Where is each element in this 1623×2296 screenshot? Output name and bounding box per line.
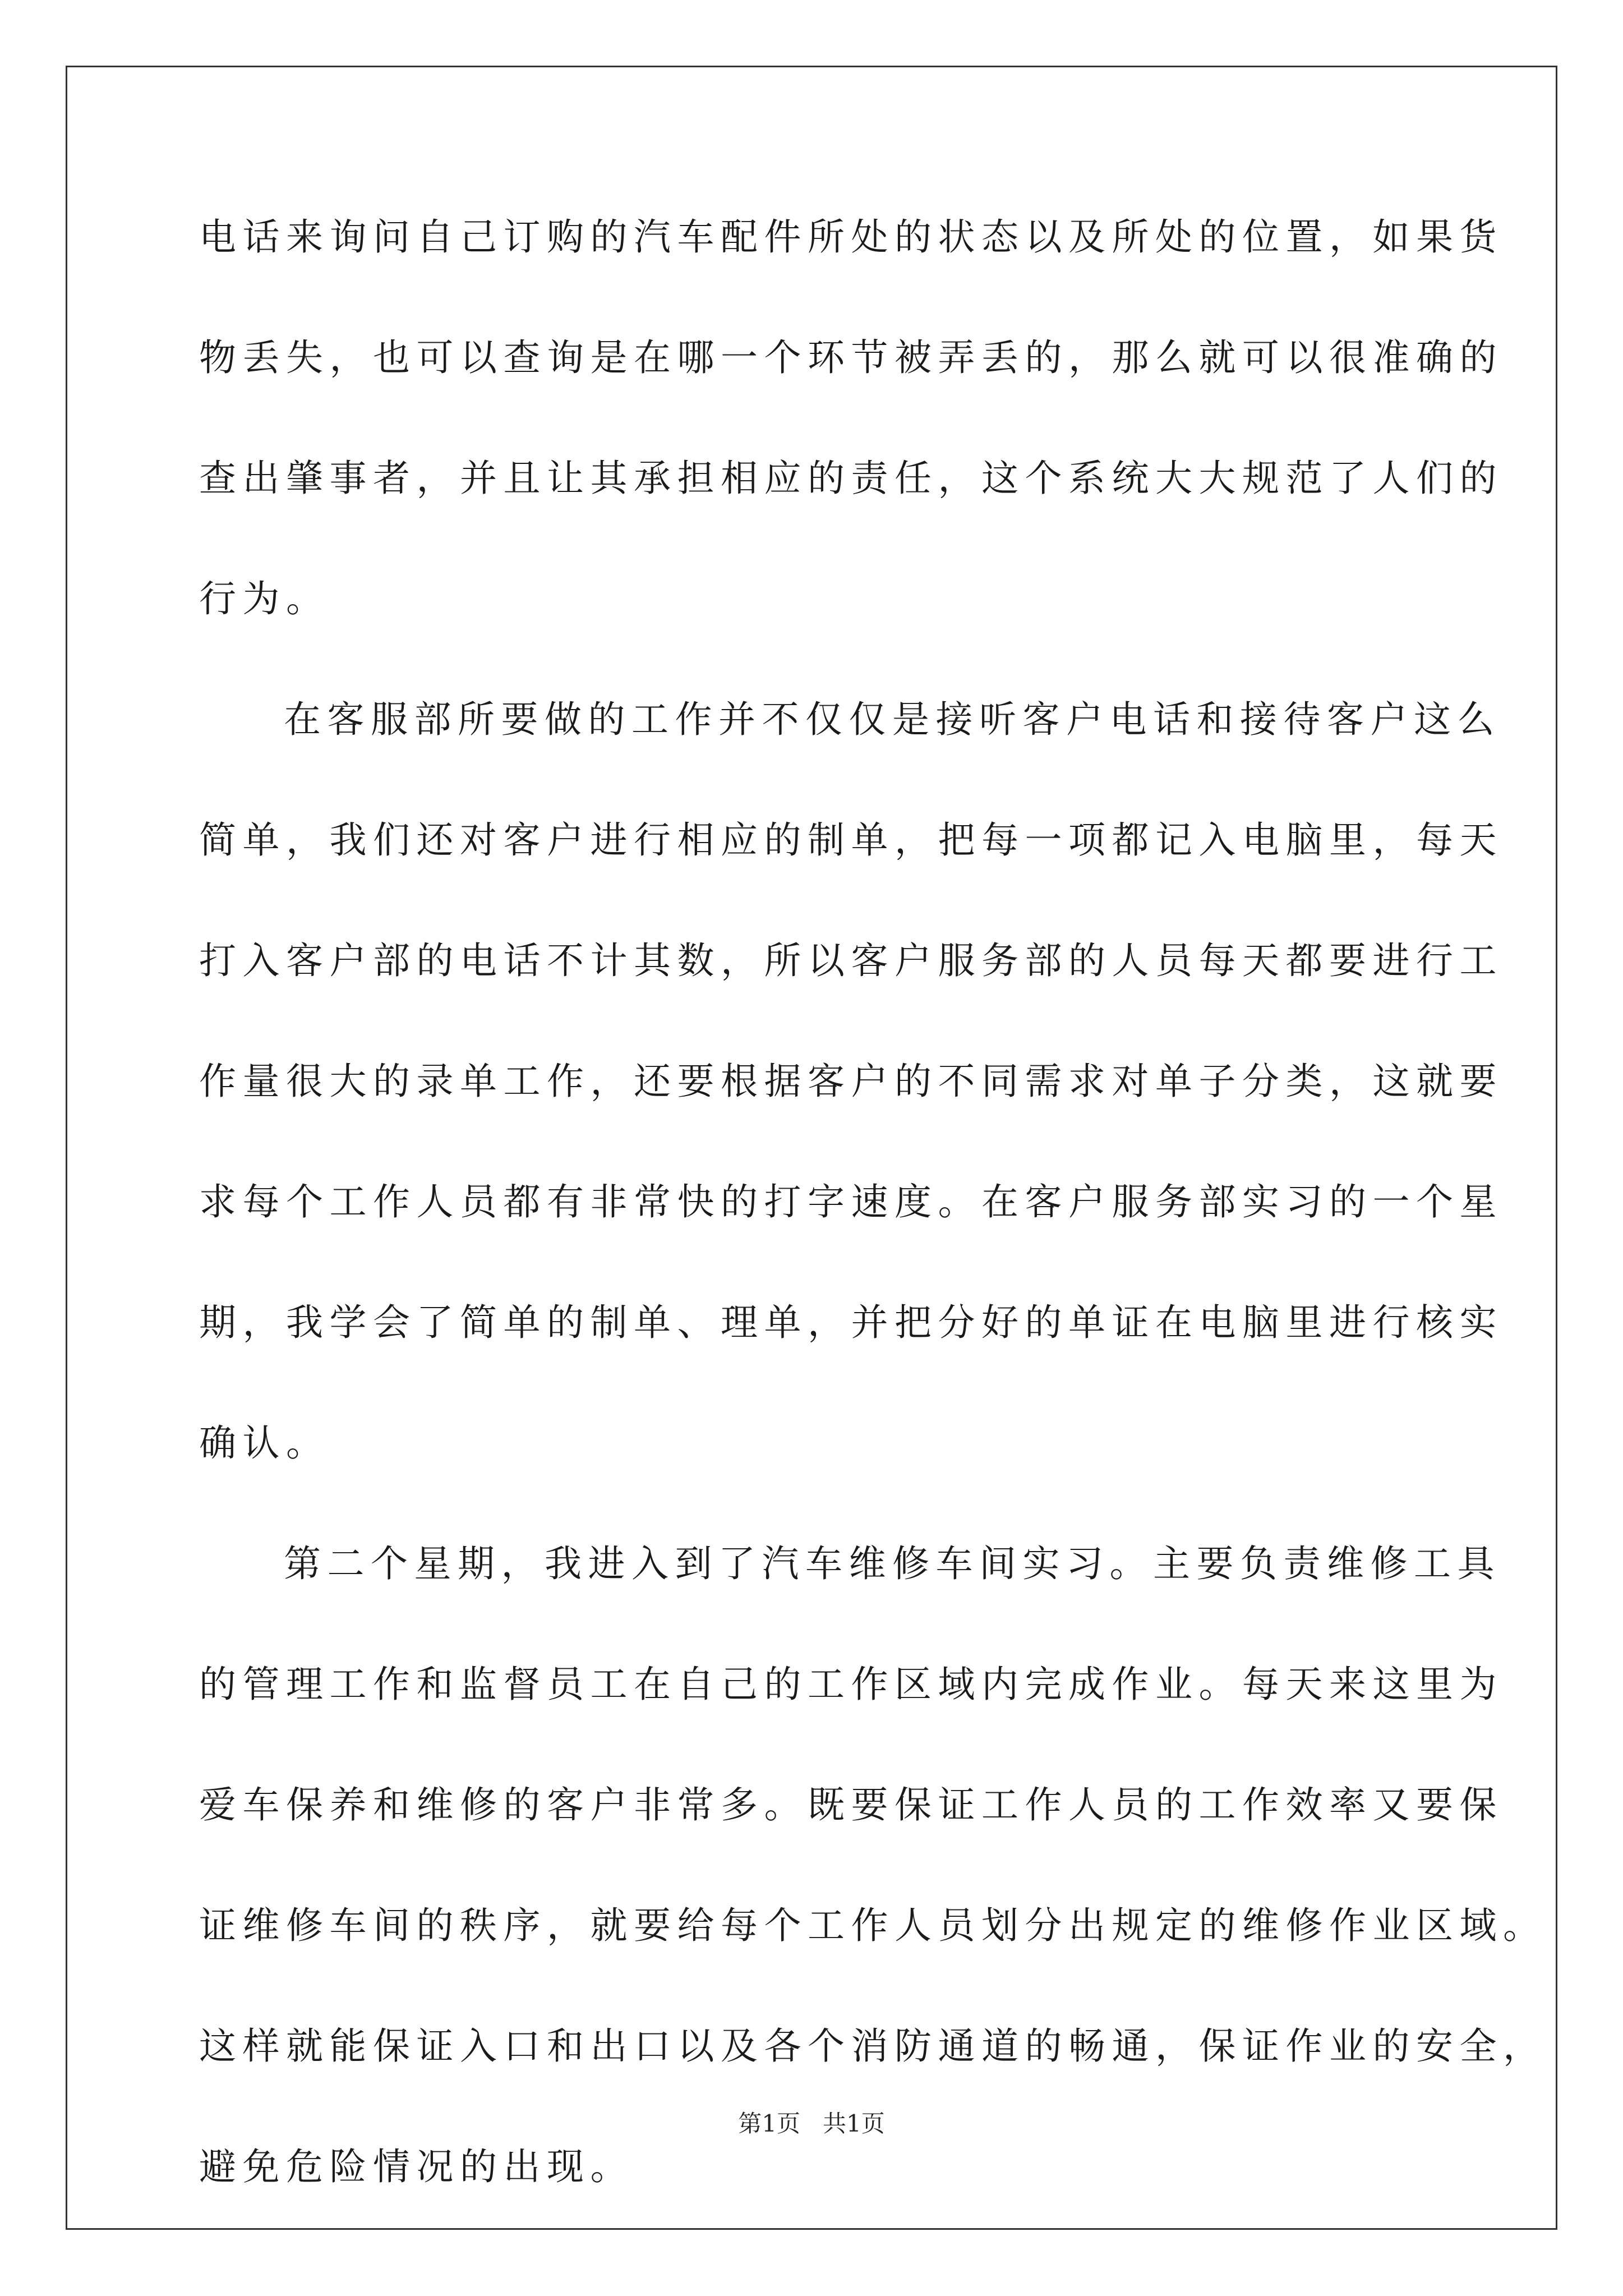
text-line: 作量很大的录单工作，还要根据客户的不同需求对单子分类，这就要 — [199, 1060, 1503, 1103]
text-line: 简单，我们还对客户进行相应的制单，把每一项都记入电脑里，每天 — [199, 818, 1503, 862]
text-line: 打入客户部的电话不计其数，所以客户服务部的人员每天都要进行工 — [199, 939, 1503, 982]
text-line: 行为。 — [199, 577, 330, 620]
page-footer: 第1页 共1页 — [738, 2110, 885, 2137]
text-line: 电话来询问自己订购的汽车配件所处的状态以及所处的位置，如果货 — [199, 215, 1503, 259]
text-line: 第二个星期，我进入到了汽车维修车间实习。主要负责维修工具 — [284, 1542, 1501, 1585]
text-line: 避免危险情况的出现。 — [199, 2145, 634, 2188]
document-body — [199, 215, 1547, 2269]
text-line: 期，我学会了简单的制单、理单，并把分好的单证在电脑里进行核实 — [199, 1301, 1503, 1344]
text-line: 物丢失，也可以查询是在哪一个环节被弄丢的，那么就可以很准确的 — [199, 336, 1503, 379]
text-line: 这样就能保证入口和出口以及各个消防通道的畅通，保证作业的安全， — [199, 2024, 1547, 2068]
text-line: 在客服部所要做的工作并不仅仅是接听客户电话和接待客户这么 — [284, 698, 1501, 741]
text-line: 的管理工作和监督员工在自己的工作区域内完成作业。每天来这里为 — [199, 1663, 1503, 1706]
text-line: 证维修车间的秩序，就要给每个工作人员划分出规定的维修作业区域。 — [199, 1904, 1547, 1947]
text-line: 爱车保养和维修的客户非常多。既要保证工作人员的工作效率又要保 — [199, 1783, 1503, 1826]
text-line: 确认。 — [199, 1421, 330, 1465]
text-line: 查出肇事者，并且让其承担相应的责任，这个系统大大规范了人们的 — [199, 457, 1503, 500]
text-line: 求每个工作人员都有非常快的打字速度。在客户服务部实习的一个星 — [199, 1180, 1503, 1223]
